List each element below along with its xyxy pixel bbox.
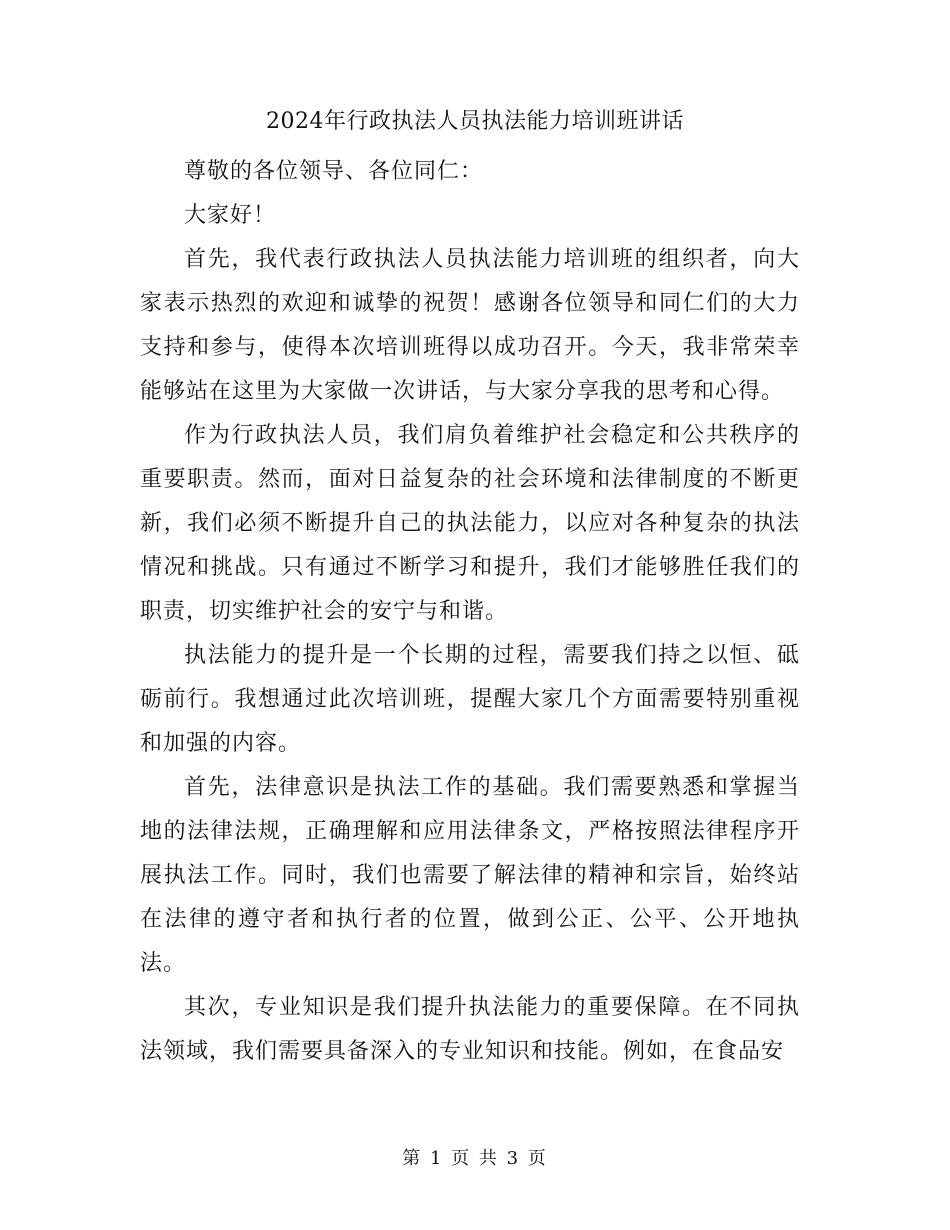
page-number-footer: 第 1 页 共 3 页 [402,1148,548,1169]
document-body [140,150,800,1074]
salutation-paragraph: 尊敬的各位领导、各位同仁： [184,159,484,184]
body-paragraph: 执法能力的提升是一个长期的过程，需要我们持之以恒、砥砺前行。我想通过此次培训班，提醒大家几个方面需要特别重视和加强的内容。 [140,643,800,756]
body-paragraph: 作为行政执法人员，我们肩负着维护社会稳定和公共秩序的重要职责。然而，面对日益复杂的社会环境和法律制度的不断更新，我们必须不断提升自己的执法能力，以应对各种复杂的执法情况和挑战。只有通过不断学习和提升，我们才能够胜任我们的职责，切实维护社会的安宁与和谐。 [140,423,800,624]
greeting-paragraph: 大家好！ [184,203,277,228]
body-paragraph: 首先，法律意识是执法工作的基础。我们需要熟悉和掌握当地的法律法规，正确理解和应用法律条文，严格按照法律程序开展执法工作。同时，我们也需要了解法律的精神和宗旨，始终站在法律的遵守者和执行者的位置，做到公正、公平、公开地执法。 [140,775,800,976]
body-paragraph: 首先，我代表行政执法人员执法能力培训班的组织者，向大家表示热烈的欢迎和诚挚的祝贺！感谢各位领导和同仁们的大力支持和参与，使得本次培训班得以成功召开。今天，我非常荣幸能够站在这里为大家做一次讲话，与大家分享我的思考和心得。 [140,247,800,404]
body-paragraph: 其次，专业知识是我们提升执法能力的重要保障。在不同执法领域，我们需要具备深入的专业知识和技能。例如，在食品安 [140,995,800,1064]
document-title: 2024年行政执法人员执法能力培训班讲话 [266,109,684,134]
